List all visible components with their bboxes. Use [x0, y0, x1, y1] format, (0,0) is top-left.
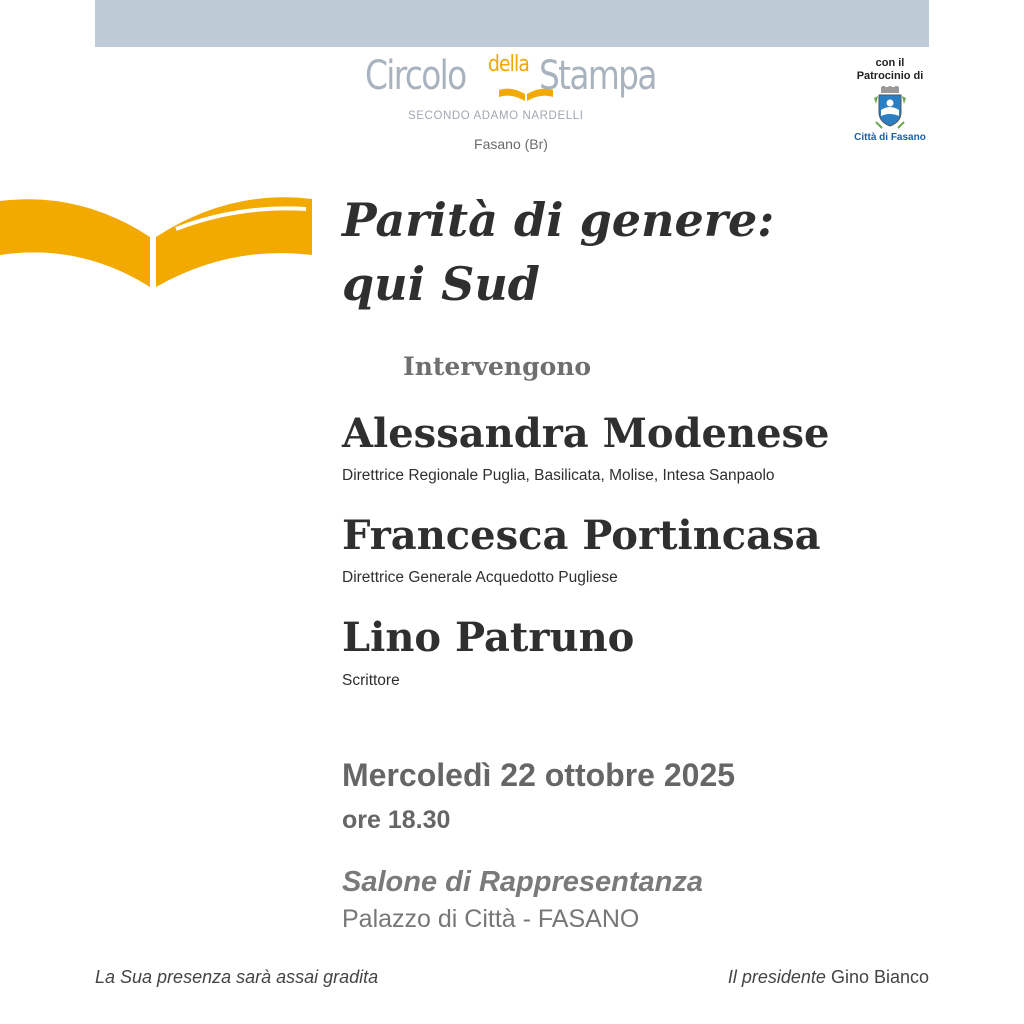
event-venue: Salone di Rappresentanza — [342, 866, 703, 898]
speaker-name: Lino Patruno — [342, 614, 635, 661]
event-date: Mercoledì 22 ottobre 2025 — [342, 757, 736, 793]
event-title — [342, 188, 774, 316]
footer-signature — [728, 967, 929, 988]
top-banner-bar — [95, 0, 929, 47]
patronage-line-2: Patrocinio di — [856, 70, 924, 82]
event-title-line-2: qui Sud — [342, 257, 540, 311]
logo-word-della: della — [488, 52, 529, 77]
open-book-icon — [0, 195, 320, 295]
logo-city: Fasano (Br) — [474, 136, 548, 152]
speaker-name: Alessandra Modenese — [342, 410, 830, 457]
event-time: ore 18.30 — [342, 806, 451, 834]
speaker-role: Scrittore — [342, 672, 400, 689]
patronage-block — [840, 57, 940, 143]
logo-word-stampa: Stampa — [539, 53, 656, 99]
footer-invitation: La Sua presenza sarà assai gradita — [95, 967, 379, 987]
patronage-line-1: con il — [875, 57, 905, 69]
event-title-line-1: Parità di genere: — [342, 193, 775, 247]
footer-signature-role: Il presidente — [727, 967, 826, 987]
circolo-stampa-logo — [340, 52, 690, 152]
logo-word-circolo: Circolo — [365, 53, 466, 99]
footer-signature-name: Gino Bianco — [830, 967, 929, 987]
speaker-name: Francesca Portincasa — [342, 512, 821, 559]
speaker-role: Direttrice Generale Acquedotto Pugliese — [342, 569, 618, 586]
speaker-role: Direttrice Regionale Puglia, Basilicata, Molise, Intesa Sanpaolo — [342, 467, 775, 484]
event-venue-address: Palazzo di Città - FASANO — [342, 905, 640, 933]
patronage-city: Città di Fasano — [854, 132, 926, 143]
speakers-heading: Intervengono — [403, 352, 592, 381]
city-crest-icon — [870, 86, 910, 130]
logo-subtitle: SECONDO ADAMO NARDELLI — [408, 110, 584, 122]
